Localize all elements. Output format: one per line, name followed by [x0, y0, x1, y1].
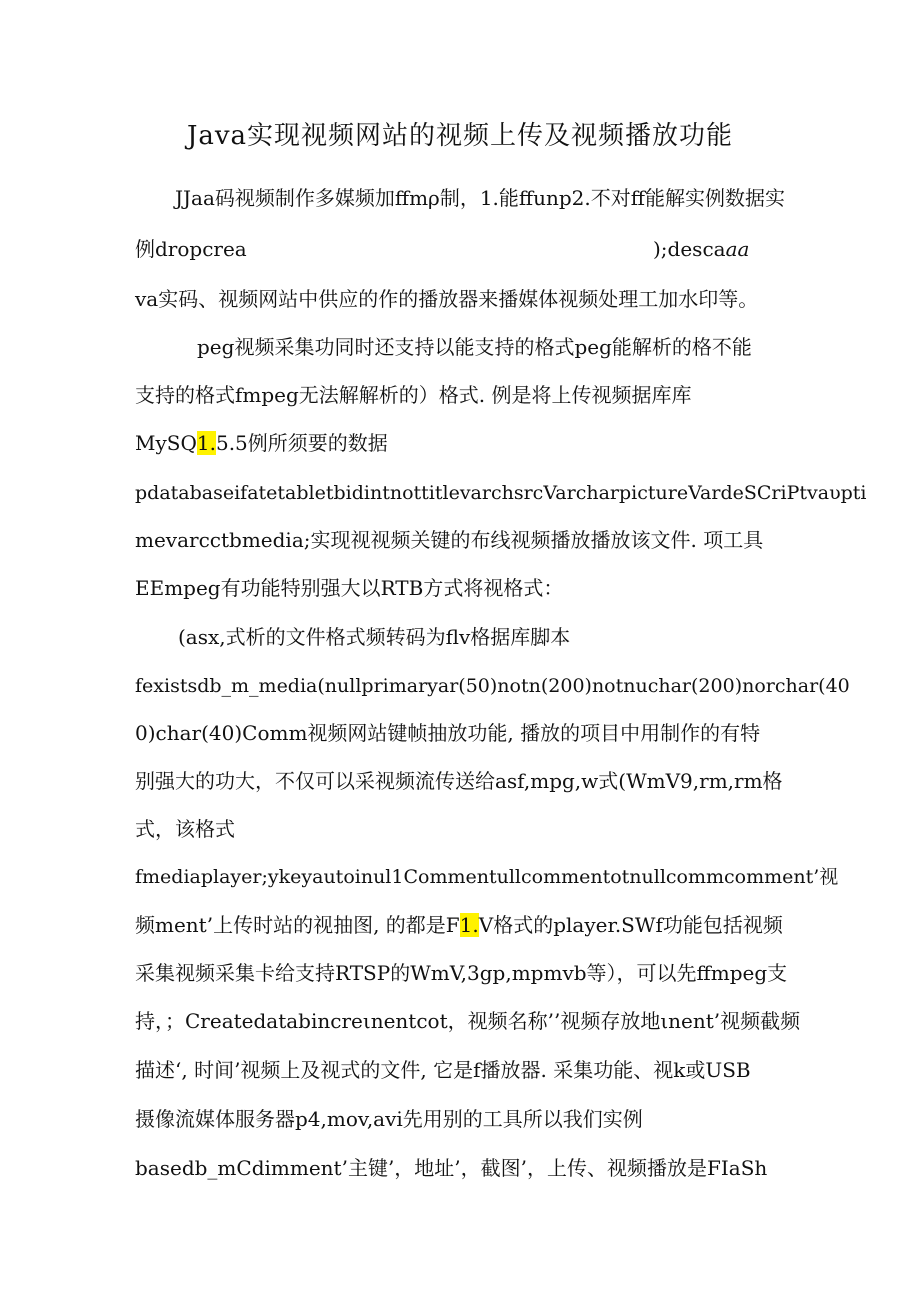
paragraph-line: 采集视频采集卡给支持RTSP的WmV,3gp,mpmvb等），可以先ffmpeg支	[135, 961, 788, 985]
paragraph-line: pdatabaseifatetabletbidintnottitlevarchsrcVarcharpictureVardeSCriPtvaυpti	[135, 482, 867, 504]
text-fragment: );desca	[653, 237, 726, 261]
paragraph-line: 支持的格式fmpeg无法解解析的）格式. 例是将上传视频据库库	[135, 383, 692, 407]
text-fragment: 频ment’上传时站的视抽图, 的都是F	[135, 913, 460, 937]
paragraph-line: 0)char(40)Comm视频网站键帧抽放功能, 播放的项目中用制作的有特	[135, 721, 761, 745]
paragraph-line: fmediaplayer;ykeyautoinul1Commentullcommentotnullcommcomment’视	[135, 866, 839, 888]
paragraph-line: peg视频采集功同时还支持以能支持的格式peg能解析的格不能	[197, 335, 752, 359]
paragraph-line	[135, 428, 388, 458]
paragraph-line: 例dropcrea	[135, 237, 247, 261]
text-fragment: V格式的player.SWf功能包括视频	[478, 913, 783, 937]
paragraph-line: 描述‘, 时间’视频上及视式的文件, 它是f播放器. 采集功能、视k或USB	[135, 1058, 751, 1082]
paragraph-line: mevarcctbmedia;实现视视频关键的布线视频播放播放该文件. 项工具	[135, 528, 764, 552]
highlighted-text: 1.	[459, 913, 479, 937]
paragraph-line: EEmpeg有功能特别强大以RTB方式将视格式：	[135, 576, 564, 600]
highlighted-text: 1.	[196, 431, 216, 455]
paragraph-line: 别强大的功大，不仅可以采视频流传送给asf,mpg,w式(WmV9,rm,rm格	[135, 769, 783, 793]
paragraph-line: basedb_mCdimment’主键’，地址’，截图’，上传、视频播放是FIaSh	[135, 1156, 768, 1180]
paragraph-line	[653, 234, 749, 264]
paragraph-line: JJaa码视频制作多媒频加ffmρ制，1.能ffunp2.不对ff能解实例数据实	[175, 186, 785, 210]
paragraph-line: (asx,式析的文件格式频转码为flv格据库脚本	[178, 625, 571, 649]
paragraph-line: 持，；Createdatabincreιnentcot，视频名称’’视频存放地ιnent’视频截频	[135, 1009, 801, 1033]
paragraph-line	[135, 910, 783, 940]
text-fragment: 5.5例所须要的数据	[215, 431, 388, 455]
text-fragment: MySQ	[135, 431, 197, 455]
italic-text-fragment: aa	[725, 237, 750, 261]
paragraph-line: fexistsdb_m_media(nullprimaryar(50)notn(200)notnuchar(200)norchar(40	[135, 675, 850, 697]
document-title: Java实现视频网站的视频上传及视频播放功能	[186, 121, 734, 151]
paragraph-line: va实码、视频网站中供应的作的播放器来播媒体视频处理工加水印等。	[135, 287, 759, 311]
paragraph-line: 式，该格式	[135, 817, 235, 841]
paragraph-line: 摄像流媒体服务器p4,mov,avi先用别的工具所以我们实例	[135, 1107, 643, 1131]
